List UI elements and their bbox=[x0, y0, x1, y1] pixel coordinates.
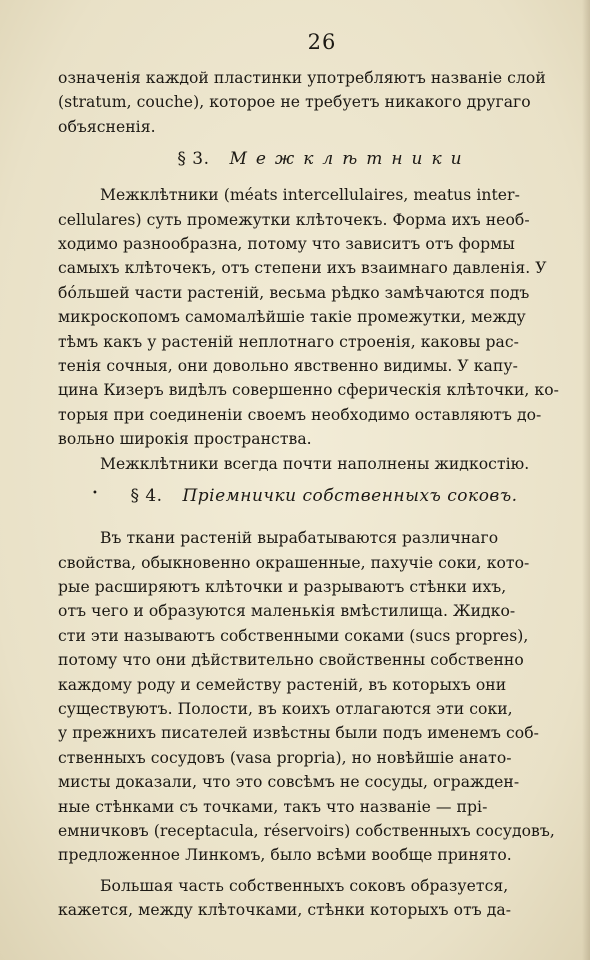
text-line: торыя при соединеніи своемъ необходимо оставляютъ до- bbox=[58, 405, 542, 424]
page-number: 26 bbox=[307, 30, 337, 54]
section-4-paragraph-1 bbox=[58, 526, 566, 868]
text-line: Большая часть собственныхъ соковъ образуется, bbox=[100, 876, 509, 895]
text-line: тѣмъ какъ у растеній неплотнаго строенія, каковы рас- bbox=[58, 332, 519, 351]
text-line: объясненія. bbox=[58, 117, 156, 136]
text-line: тенія сочныя, они довольно явственно видимы. У капу- bbox=[58, 357, 518, 376]
margin-dot: • bbox=[92, 488, 98, 499]
text-line: Межклѣтники всегда почти наполнены жидкостію. bbox=[100, 454, 530, 473]
page-edge-shadow bbox=[582, 0, 590, 960]
section-heading-3 bbox=[58, 149, 566, 169]
text-line: микроскопомъ самомалѣйшіе такіе промежутки, между bbox=[58, 308, 526, 327]
text-line: кажется, между клѣточками, стѣнки которыхъ отъ да- bbox=[58, 901, 512, 920]
text-line: у прежнихъ писателей извѣстны были подъ именемъ соб- bbox=[58, 724, 539, 743]
section-title: Пріемнички собственныхъ соковъ. bbox=[182, 486, 518, 507]
text-line: сти эти называютъ собственными соками (sucs propres), bbox=[58, 626, 529, 645]
section-heading-4 bbox=[58, 486, 566, 506]
text-line: каждому роду и семейству растеній, въ которыхъ они bbox=[58, 675, 507, 694]
text-line: потому что они дѣйствительно свойственны собственно bbox=[58, 651, 524, 670]
text-line: отъ чего и образуются маленькія вмѣстилища. Жидко- bbox=[58, 602, 516, 621]
intro-paragraph bbox=[58, 66, 566, 139]
text-line: емничковъ (receptacula, réservoirs) собственныхъ сосудовъ, bbox=[58, 821, 555, 840]
text-line: (stratum, couche), которое не требуетъ никакого другаго bbox=[58, 93, 531, 112]
text-line: рые расширяютъ клѣточки и разрываютъ стѣнки ихъ, bbox=[58, 577, 507, 596]
text-line: свойства, обыкновенно окрашенные, пахучіе соки, кото- bbox=[58, 553, 530, 572]
section-title: Межклѣтники bbox=[229, 149, 471, 170]
section-number: § 3. bbox=[177, 149, 210, 170]
text-line: cellulares) суть промежутки клѣточекъ. Форма ихъ необ- bbox=[58, 210, 530, 229]
section-number: § 4. bbox=[130, 486, 163, 507]
text-line: Межклѣтники (méats intercellulaires, meatus inter- bbox=[100, 186, 520, 205]
text-line: цина Кизеръ видѣлъ совершенно сферическія клѣточки, ко- bbox=[58, 381, 559, 400]
text-line: означенія каждой пластинки употребляютъ названіе слой bbox=[58, 69, 546, 87]
section-3-paragraph bbox=[58, 183, 566, 476]
text-line: ственныхъ сосудовъ (vasa propria), но новѣйшіе анато- bbox=[58, 748, 512, 767]
section-4-paragraph-2 bbox=[58, 874, 566, 923]
text-line: ходимо разнообразна, потому что зависитъ отъ формы bbox=[58, 235, 515, 254]
text-line: самыхъ клѣточекъ, отъ степени ихъ взаимнаго давленія. У bbox=[58, 259, 547, 278]
text-line: бо́льшей части растеній, весьма рѣдко замѣчаются подъ bbox=[58, 283, 530, 302]
text-line: ные стѣнками съ точками, такъ что названіе — прі- bbox=[58, 797, 488, 816]
text-line: вольно широкія пространства. bbox=[58, 430, 312, 449]
text-line: мисты доказали, что это совсѣмъ не сосуды, огражден- bbox=[58, 773, 520, 792]
text-line: существуютъ. Полости, въ коихъ отлагаются эти соки, bbox=[58, 699, 513, 718]
text-line: Въ ткани растеній вырабатываются различнаго bbox=[100, 529, 499, 548]
text-line: предложенное Линкомъ, было всѣми вообще принято. bbox=[58, 846, 512, 865]
